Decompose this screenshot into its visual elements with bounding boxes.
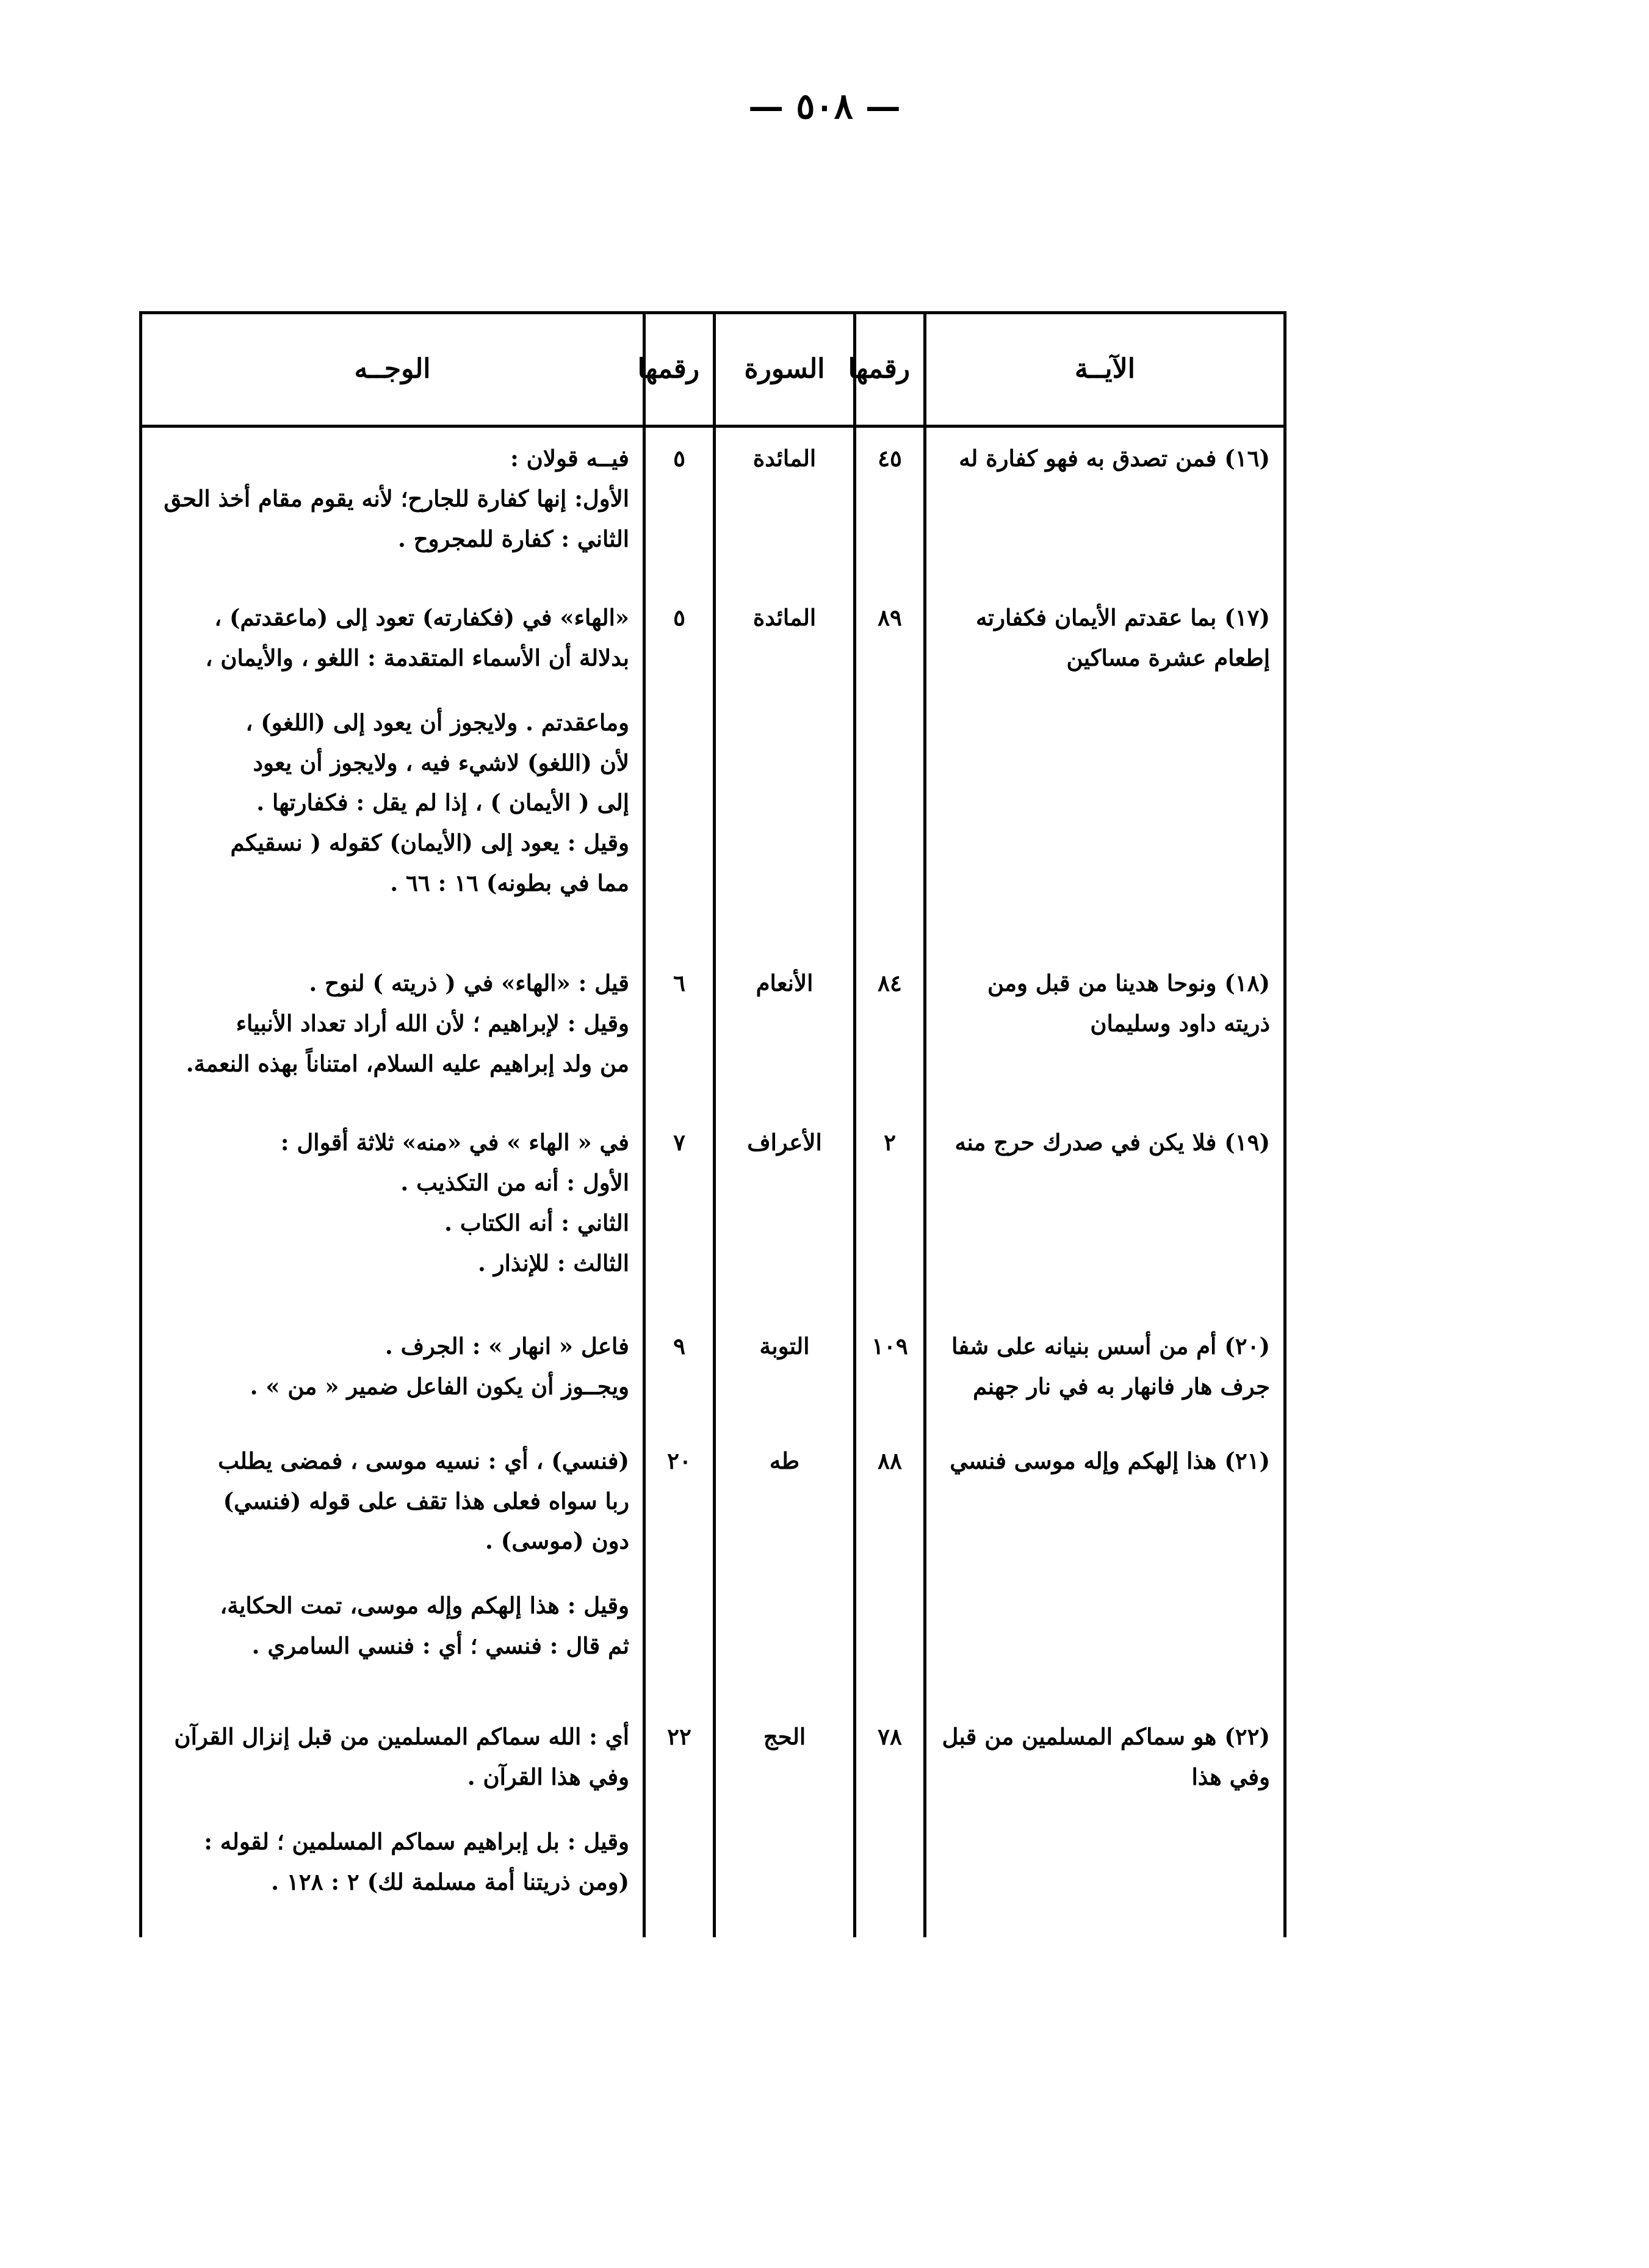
wajh-paragraph [156,1717,629,1798]
wajh-cell [141,1430,644,1706]
wajh-line: ربا سواه فعلى هذا تقف على قوله (فنسي) [223,1487,629,1514]
wajh-line: مما في بطونه) ١٦ : ٦٦ . [390,869,629,897]
wajh-cell [141,952,644,1112]
table-row [141,427,1285,588]
wajh-paragraph [156,1327,629,1407]
wajh-paragraph [156,1822,629,1903]
wajh-line: (ومن ذريتنا أمة مسلمة لك) ٢ : ١٢٨ . [271,1868,629,1895]
wajh-paragraph [156,1123,629,1283]
header-surah-number: رقمها [644,313,715,427]
wajh-line: الثالث : للإنذار . [478,1249,629,1276]
wajh-line: من ولد إبراهيم عليه السلام، امتناناً بهذه النعمة. [186,1050,629,1078]
wajh-line: بدلالة أن الأسماء المتقدمة : اللغو ، والأيمان ، [205,644,629,671]
ayah-number-cell: ١٠٩ [855,1316,925,1430]
table-row [141,1112,1285,1316]
wajh-line: إلى ( الأيمان ) ، إذا لم يقل : فكفارتها . [256,789,629,816]
ayah-number-cell: ٧٨ [855,1706,925,1937]
header-surah: السورة [715,313,855,427]
ayah-cell: (٢١) هذا إلهكم وإله موسى فنسي [925,1430,1285,1706]
surah-cell: الحج [715,1706,855,1937]
surah-number-cell: ٢٠ [644,1430,715,1706]
surah-cell: المائدة [715,587,855,952]
surah-number-cell: ٥ [644,587,715,952]
surah-cell: الأنعام [715,952,855,1112]
wajh-line: وقيل : هذا إلهكم وإله موسى، تمت الحكاية، [220,1592,629,1619]
surah-number-cell: ٧ [644,1112,715,1316]
table-row [141,952,1285,1112]
wajh-line: ويجــوز أن يكون الفاعل ضمير « من » . [250,1373,629,1400]
wajh-line: الأول : أنه من التكذيب . [400,1169,629,1197]
wajh-line: دون (موسى) . [485,1527,629,1555]
wajh-paragraph [156,1586,629,1666]
wajh-paragraph [156,439,629,560]
wajh-line: الثاني : أنه الكتاب . [444,1209,629,1236]
surah-cell: التوبة [715,1316,855,1430]
ayah-cell: (٢٢) هو سماكم المسلمين من قبل وفي هذا [925,1706,1285,1937]
wajh-line: (فنسي) ، أي : نسيه موسى ، فمضى يطلب [218,1447,629,1474]
ayah-number-cell: ٤٥ [855,427,925,588]
wajh-line: وقيل : بل إبراهيم سماكم المسلمين ؛ لقوله : [204,1827,629,1855]
wajh-line: في « الهاء » في «منه» ثلاثة أقوال : [280,1129,629,1156]
ayah-cell: (١٧) بما عقدتم الأيمان فكفارته إطعام عشرة مساكين [925,587,1285,952]
surah-cell: الأعراف [715,1112,855,1316]
header-wajh: الوجــه [141,313,644,427]
ayah-cell: (٢٠) أم من أسس بنيانه على شفا جرف هار فانهار به في نار جهنم [925,1316,1285,1430]
ayah-number-cell: ٨٩ [855,587,925,952]
wajh-line: أي : الله سماكم المسلمين من قبل إنزال القرآن [174,1723,629,1751]
wajh-paragraph [156,1441,629,1562]
wajh-cell [141,1706,644,1937]
table-row [141,1706,1285,1937]
table-row [141,1316,1285,1430]
wajh-cell [141,1112,644,1316]
surah-cell: طه [715,1430,855,1706]
surah-number-cell: ٢٢ [644,1706,715,1937]
wajh-line: لأن (اللغو) لاشيء فيه ، ولايجوز أن يعود [253,749,629,776]
table-row [141,587,1285,952]
wajh-paragraph [156,963,629,1084]
ayah-cell: (١٩) فلا يكن في صدرك حرج منه [925,1112,1285,1316]
wajh-line: الأول: إنها كفارة للجارح؛ لأنه يقوم مقام أخذ الحق [164,484,629,512]
ayah-number-cell: ٨٤ [855,952,925,1112]
table-row [141,1430,1285,1706]
wajh-cell [141,427,644,588]
wajh-line: فيــه قولان : [510,445,629,472]
wajh-cell [141,1316,644,1430]
wajh-line: وفي هذا القرآن . [467,1763,629,1790]
wajh-line: وقيل : لإبراهيم ؛ لأن الله أراد تعداد الأنبياء [236,1010,629,1037]
wajh-line: الثاني : كفارة للمجروح . [397,525,629,552]
wajh-line: وماعقدتم . ولايجوز أن يعود إلى (اللغو) ، [245,708,629,736]
page-number: — ٥٠٨ — [748,85,901,127]
verse-index-table [139,311,1286,1937]
wajh-line: ثم قال : فنسي ؛ أي : فنسي السامري . [251,1632,629,1660]
surah-number-cell: ٦ [644,952,715,1112]
ayah-cell: (١٨) ونوحا هدينا من قبل ومن ذريته داود وسليمان [925,952,1285,1112]
wajh-cell [141,587,644,952]
table-header-row [141,313,1285,427]
header-ayah-number: رقمها [855,313,925,427]
wajh-line: فاعل « انهار » : الجرف . [384,1333,629,1360]
wajh-paragraph [156,598,629,679]
surah-number-cell: ٩ [644,1316,715,1430]
wajh-line: «الهاء» في (فكفارته) تعود إلى (ماعقدتم) ، [214,604,629,632]
ayah-number-cell: ٢ [855,1112,925,1316]
header-ayah: الآيــة [925,313,1285,427]
surah-cell: المائدة [715,427,855,588]
wajh-paragraph [156,703,629,904]
wajh-line: وقيل : يعود إلى (الأيمان) كقوله ( نسقيكم [230,829,629,857]
ayah-cell: (١٦) فمن تصدق به فهو كفارة له [925,427,1285,588]
surah-number-cell: ٥ [644,427,715,588]
wajh-line: قيل : «الهاء» في ( ذريته ) لنوح . [309,970,629,997]
ayah-number-cell: ٨٨ [855,1430,925,1706]
